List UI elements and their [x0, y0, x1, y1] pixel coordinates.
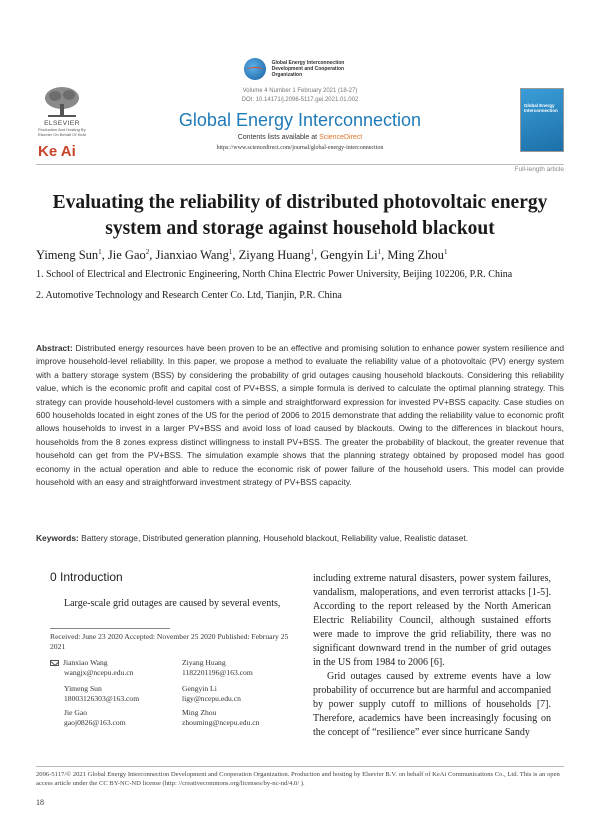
contents-line: Contents lists available at ScienceDirect	[237, 134, 363, 141]
footer-divider	[36, 766, 564, 767]
contact-entry: Ziyang Huang 1182201196@163.com	[182, 658, 253, 677]
author-list	[36, 248, 564, 263]
author: Ziyang Huang$^1$,	[238, 248, 321, 263]
cover-title: Global Energy Interconnection	[524, 103, 558, 113]
header-divider	[36, 164, 564, 165]
intro-right-column	[313, 572, 551, 740]
journal-url[interactable]: https://www.sciencedirect.com/journal/global-energy-interconnection	[216, 145, 384, 151]
author: Jianxiao Wang$^1$,	[155, 248, 239, 263]
author: Jie Gao$^2$,	[107, 248, 156, 263]
abstract	[36, 342, 564, 489]
page-number: 18	[36, 798, 44, 807]
contact-entry: Jianxiao Wang wangjx@ncepu.edu.cn	[50, 658, 133, 678]
author: Ming Zhou$^1$	[387, 248, 448, 263]
elsevier-wordmark: ELSEVIER	[44, 120, 80, 127]
keywords	[36, 533, 564, 543]
contact-entry: Ming Zhou zhouming@ncepu.edu.cn	[182, 708, 260, 727]
section-heading: 0 Introduction	[50, 570, 123, 584]
keywords-label: Keywords:	[36, 533, 79, 543]
author: Yimeng Sun$^1$,	[36, 248, 108, 263]
footnote-divider	[50, 628, 170, 629]
journal-title: Global Energy Interconnection	[178, 110, 422, 130]
intro-paragraph: Large-scale grid outages are caused by several events,	[64, 598, 281, 609]
elsevier-subtext: Production And Hosting By Elsevier On Behalf Of KeAi	[38, 127, 87, 137]
journal-header	[36, 86, 564, 162]
contact-entry: Yimeng Sun 18003126303@163.com	[64, 684, 140, 703]
received-dates: Received: June 23 2020 Accepted: November 25 2020 Published: February 25 2021	[50, 632, 289, 651]
abstract-label: Abstract:	[36, 343, 73, 353]
article-type: Full-length article	[514, 166, 564, 173]
journal-cover	[520, 88, 564, 152]
org-name: Global Energy Interconnection Development and Cooperation Organization	[271, 60, 345, 78]
contact-entry: Gengyin Li ligy@ncepu.edu.cn	[182, 684, 241, 703]
keywords-text: Battery storage, Distributed generation planning, Household blackout, Reliability value, Realistic dataset.	[81, 533, 469, 543]
sciencedirect-link[interactable]: ScienceDirect	[319, 134, 363, 141]
author: Gengyin Li$^1$,	[320, 248, 388, 263]
doi-line[interactable]: DOI: 10.14171/j.2096-5117.gei.2021.01.002	[241, 97, 359, 103]
affiliation: 1. School of Electrical and Electronic Engineering, North China Electric Power University, Beijing 102206, P.R. China	[36, 269, 513, 280]
keai-logo: Ke Ai	[38, 143, 76, 160]
license-text: 2096-5117/© 2021 Global Energy Interconnection Development and Cooperation Organization. Production and hosting by Elsevier B.V. on behalf of KeAi Communications Co., Ltd. This is an open access article under the CC BY-NC-ND license (http: //creativecommons.org/licenses/by-nc-nd/4.0/ ).	[36, 771, 560, 787]
paper-title: Evaluating the reliability of distributed photovoltaic energy system and storage against household blackout	[52, 192, 548, 239]
intro-paragraph: Grid outages caused by extreme events have a low probability of occurrence but are harmful and accompanied by power supply cutoff to millions of households [7]. Therefore, academics have been increasingly focusing on the concept of “resilience” ever since hurricane Sandy	[313, 671, 551, 738]
org-logo	[244, 56, 374, 82]
volume-line: Volume 4 Number 1 February 2021 (18-27)	[242, 88, 358, 94]
abstract-text: Distributed energy resources have been proven to be an effective and promising solution to enhance power system resilience and improve household-level reliability. In this paper, we propose a method to evaluate the reliability value of a photovoltaic (PV) energy system with a battery storage system (BSS) by considering the probability of grid outages causing household blackouts. Considering this reliability value, which is the economic profit and capital cost of PV+BSS, a simple formula is derived to calculate the optimal planning strategy. This strategy can provide household-level customers with a simple and straightforward expression for invested PV+BSS capacity. Case studies on 600 households located in eight zones of the US for the period of 2006 to 2015 demonstrate that adding the reliability value to economic profit allows households to invest in a larger PV+BSS and avoid loss of load caused by blackouts. Owing to the differences in blackout hours, households from the 8 zones express distinct willingness to install PV+BSS. The greater the probability of blackout, the greater revenue that household can get from the PV+BSS. The simulation example shows that the planning strategy obtained by proposed model has good economy in the actual operation and able to reduce the economic risk of power failure of the household users. This model can provide household with an easy and straightforward investment strategy of PV+BSS capacity.	[36, 343, 564, 488]
intro-paragraph: including extreme natural disasters, power system failures, vandalism, maloperations, and even terrorist attacks [1-5]. According to the report released by the North American Electric Reliability Council, although sustained efforts were made to improve the grid reliability, there was no significant downward trend in the number of grid outages in the US from 1984 to 2006 [6].	[313, 573, 551, 668]
mail-icon	[50, 660, 59, 666]
globe-icon	[244, 58, 266, 80]
contact-entry: Jie Gao gaoj0826@163.com	[64, 708, 126, 727]
affiliation: 2. Automotive Technology and Research Center Co. Ltd, Tianjin, P.R. China	[36, 290, 342, 301]
